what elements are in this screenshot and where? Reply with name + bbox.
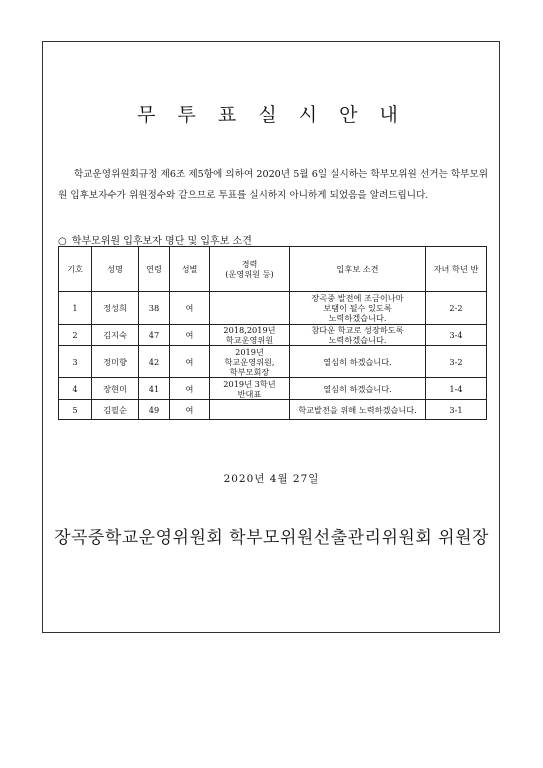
cell-sex: 여 (170, 325, 210, 346)
section-title: 학부모위원 입후보자 명단 및 입후보 소견 (71, 236, 252, 247)
cell-age: 49 (139, 400, 170, 420)
cell-no: 3 (59, 346, 92, 378)
header-name: 성명 (92, 247, 139, 292)
cell-sex: 여 (170, 346, 210, 378)
header-career: 경력 (운영위원 등) (210, 247, 290, 292)
cell-no: 1 (59, 292, 92, 325)
table-header-row (59, 247, 487, 292)
cell-career: 2019년 학교운영위원, 학부모회장 (210, 346, 290, 378)
notice-paragraph (58, 164, 488, 206)
cell-opinion: 학교발전을 위해 노력하겠습니다. (290, 400, 426, 420)
cell-class: 3-4 (426, 325, 487, 346)
cell-name: 정성희 (92, 292, 139, 325)
cell-sex: 여 (170, 378, 210, 400)
notice-date: 2020년 4월 27일 (223, 473, 320, 485)
header-no: 기호 (59, 247, 92, 292)
header-sex: 성별 (170, 247, 210, 292)
header-opinion: 입후보 소견 (290, 247, 426, 292)
cell-name: 정미향 (92, 346, 139, 378)
table-row (59, 346, 487, 378)
cell-no: 2 (59, 325, 92, 346)
cell-class: 3-1 (426, 400, 487, 420)
cell-career: 2018,2019년 학교운영위원 (210, 325, 290, 346)
notice-text: 학교운영위원회규정 제6조 제5항에 의하여 2020년 5월 6일 실시하는 학부모위원 선거는 학부모위원 입후보자수가 위원정수와 같으므로 투표를 실시하지 아니하게 되었음을 알려드립니다. (58, 169, 488, 201)
signature-line: 장곡중학교운영위원회 학부모위원선출관리위원회 위원장 (54, 528, 489, 548)
cell-age: 38 (139, 292, 170, 325)
cell-age: 41 (139, 378, 170, 400)
cell-class: 1-4 (426, 378, 487, 400)
cell-name: 김지숙 (92, 325, 139, 346)
cell-opinion: 장곡중 발전에 조금이나마 보탬이 될수 있도록 노력하겠습니다. (290, 292, 426, 325)
header-class: 자녀 학년 반 (426, 247, 487, 292)
table-row (59, 325, 487, 346)
table-row (59, 292, 487, 325)
section-heading (58, 232, 252, 247)
cell-career (210, 292, 290, 325)
cell-no: 5 (59, 400, 92, 420)
cell-no: 4 (59, 378, 92, 400)
cell-sex: 여 (170, 400, 210, 420)
header-age: 연령 (139, 247, 170, 292)
table-row (59, 378, 487, 400)
document-title: 무 투 표 실 시 안 내 (137, 104, 406, 126)
cell-class: 3-2 (426, 346, 487, 378)
cell-age: 42 (139, 346, 170, 378)
table-row (59, 400, 487, 420)
cell-name: 김필순 (92, 400, 139, 420)
cell-opinion: 열심히 하겠습니다. (290, 346, 426, 378)
candidate-table (58, 246, 487, 420)
cell-opinion: 열심히 하겠습니다. (290, 378, 426, 400)
cell-career: 2019년 3학년 반대표 (210, 378, 290, 400)
cell-name: 장현미 (92, 378, 139, 400)
cell-sex: 여 (170, 292, 210, 325)
circle-bullet-icon: ○ (58, 236, 67, 247)
cell-age: 47 (139, 325, 170, 346)
cell-career (210, 400, 290, 420)
cell-class: 2-2 (426, 292, 487, 325)
cell-opinion: 참다운 학교로 성장하도록 노력하겠습니다. (290, 325, 426, 346)
